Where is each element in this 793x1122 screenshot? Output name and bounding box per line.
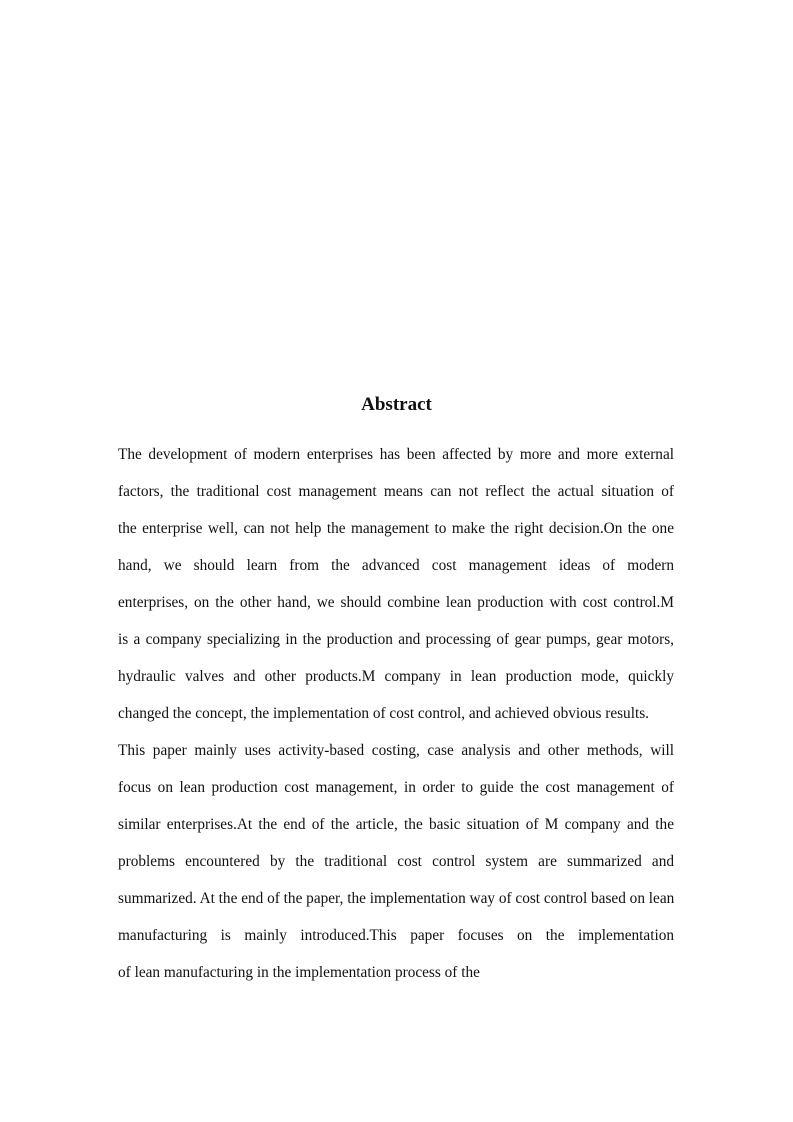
abstract-line: enterprises, on the other hand, we should combine lean production with cost control.M <box>118 594 674 611</box>
abstract-line: summarized. At the end of the paper, the implementation way of cost control based on lean <box>118 890 675 907</box>
abstract-line: The development of modern enterprises has been affected by more and more external <box>118 446 674 463</box>
abstract-line: hand, we should learn from the advanced cost management ideas of modern <box>118 557 674 574</box>
abstract-line: the enterprise well, can not help the management to make the right decision.On the one <box>118 520 674 537</box>
abstract-line: factors, the traditional cost management means can not reflect the actual situation of <box>118 483 674 500</box>
abstract-title: Abstract <box>361 394 432 415</box>
abstract-line: hydraulic valves and other products.M company in lean production mode, quickly <box>118 668 674 685</box>
abstract-line: of lean manufacturing in the implementation process of the <box>118 964 480 981</box>
abstract-line: changed the concept, the implementation of cost control, and achieved obvious results. <box>118 705 649 722</box>
abstract-line: similar enterprises.At the end of the article, the basic situation of M company and the <box>118 816 674 833</box>
abstract-line: problems encountered by the traditional cost control system are summarized and <box>118 853 674 870</box>
abstract-line: This paper mainly uses activity-based costing, case analysis and other methods, will <box>118 742 674 759</box>
abstract-line: focus on lean production cost management, in order to guide the cost management of <box>118 779 674 796</box>
abstract-line: is a company specializing in the production and processing of gear pumps, gear motors, <box>118 631 674 648</box>
abstract-body <box>118 442 674 997</box>
abstract-line: manufacturing is mainly introduced.This paper focuses on the implementation <box>118 927 674 944</box>
